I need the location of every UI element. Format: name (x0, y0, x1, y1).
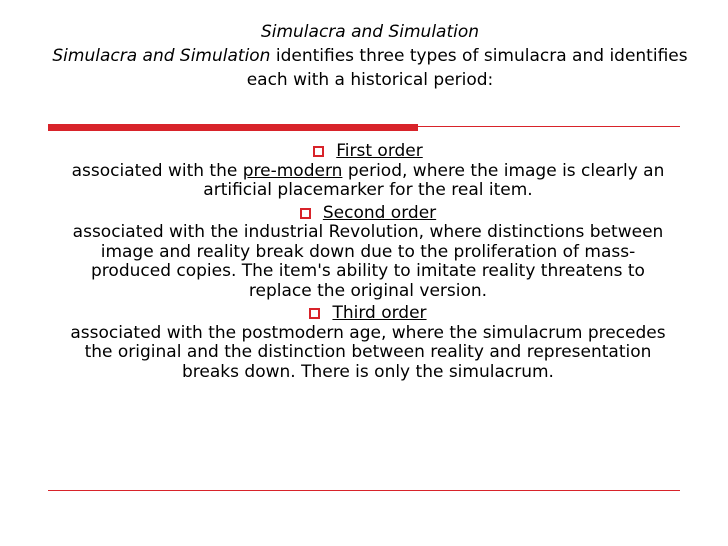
second-order-description: associated with the industrial Revolution, where distinctions between image and reality break down due to the proliferation of mass-produced copies. The item's ability to imitate reality threatens to replace the original version. (72, 222, 664, 301)
header-divider-thin (418, 126, 680, 127)
slide-title: Simulacra and Simulation (260, 22, 480, 42)
hollow-square-bullet-icon (300, 208, 311, 219)
footer-divider (48, 490, 680, 491)
third-order-description: associated with the postmodern age, where the simulacrum precedes the original and the distinction between reality and representation breaks down. There is only the simulacrum. (70, 322, 666, 382)
third-order-label[interactable]: Third order (332, 303, 427, 323)
header-divider-thick (48, 124, 418, 131)
intro-text (40, 44, 700, 92)
first-order-desc-before: associated with the (71, 160, 243, 181)
first-order-label[interactable]: First order (336, 141, 423, 161)
order-heading-first (62, 142, 674, 162)
order-heading-third (62, 304, 674, 324)
intro-rest: identifies three types of simulacra and identifies each with a historical period: (246, 46, 688, 90)
second-order-label[interactable]: Second order (322, 202, 437, 223)
first-order-description (62, 162, 674, 201)
order-heading-second (62, 204, 674, 224)
hollow-square-bullet-icon (309, 308, 320, 319)
intro-italic: Simulacra and Simulation (52, 46, 271, 66)
title-block (40, 20, 700, 92)
first-order-desc-after: period, where the image is clearly an artificial placemarker for the real item. (203, 160, 665, 200)
pre-modern-link[interactable]: pre-modern (242, 160, 343, 181)
slide-content (62, 140, 674, 385)
hollow-square-bullet-icon (313, 146, 324, 157)
